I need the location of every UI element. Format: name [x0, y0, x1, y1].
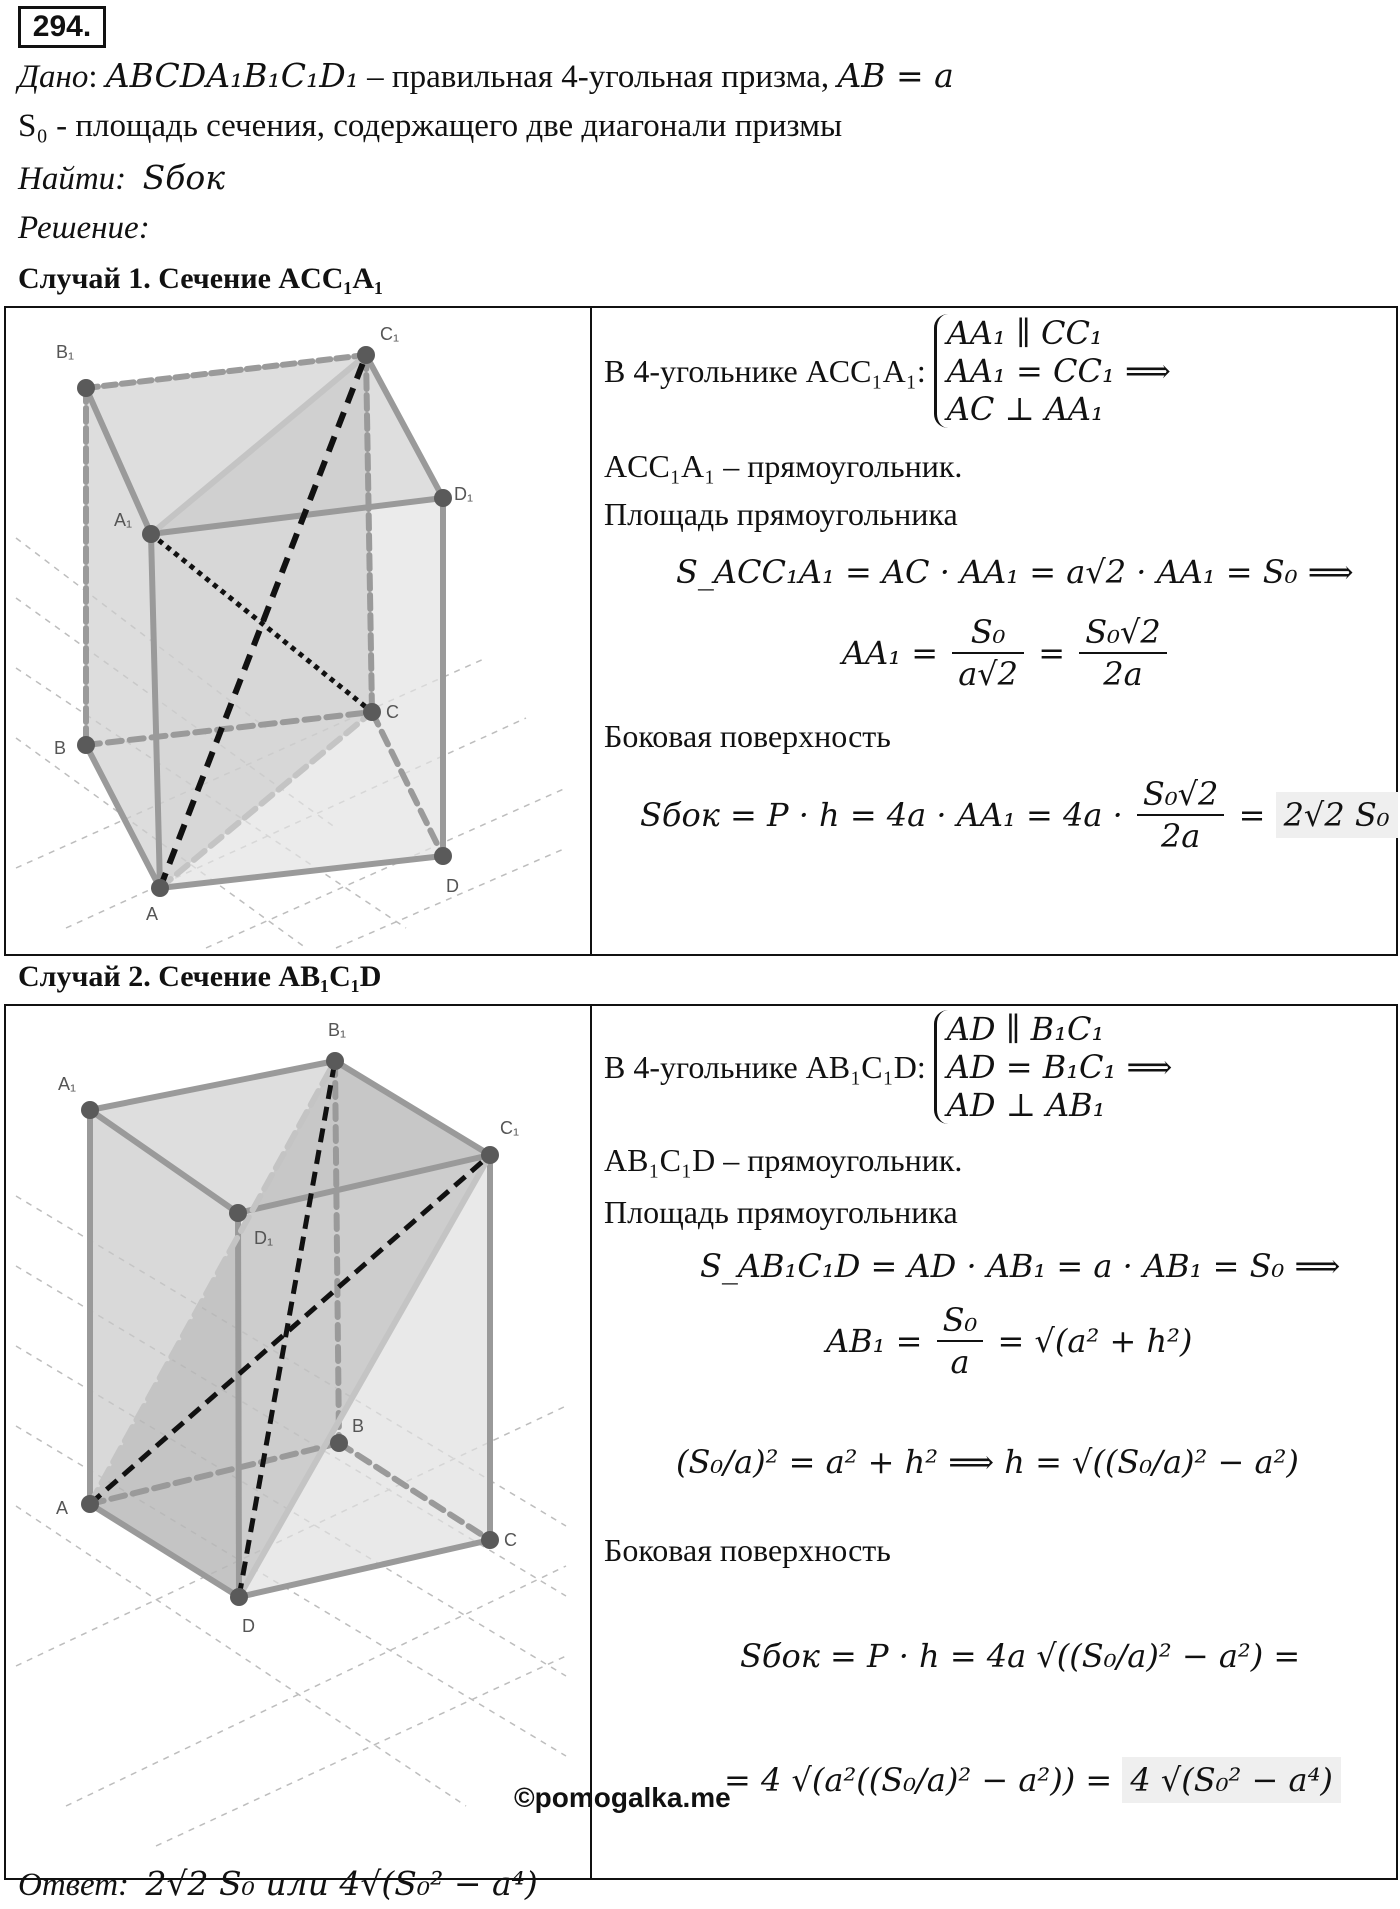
- frac-denominator: 2a: [1103, 655, 1143, 693]
- case2-lateral-line2: [724, 1760, 1341, 1800]
- frac-denominator: 2a: [1160, 817, 1201, 855]
- case1-label-c: C: [386, 702, 399, 722]
- case2-divider: [590, 1004, 592, 1878]
- case2-rect-line: AB₁C₁D – прямоугольник.: [604, 1142, 963, 1178]
- case2-lateral-line1: Sбок = P · h = 4a √((S₀/a)² − a²) =: [740, 1637, 1301, 1675]
- frac-denominator: a: [950, 1343, 970, 1381]
- case1-result: 2√2 S₀: [1276, 792, 1398, 838]
- case1-aa1-lhs: AA₁ =: [842, 634, 939, 672]
- given-prism: ABCDA₁B₁C₁D₁: [105, 56, 359, 95]
- case1-aa1-frac2: [1079, 612, 1167, 694]
- answer-label: Ответ:: [18, 1867, 130, 1903]
- case2-ab1-lhs: AB₁ =: [826, 1322, 923, 1360]
- case1-system: [934, 314, 1171, 428]
- case2-label-b: B: [352, 1416, 365, 1436]
- case1-aa1-eq: [842, 612, 1171, 694]
- case2-system-row: AD ⊥ AB₁: [946, 1086, 1106, 1124]
- case1-label-b: B: [54, 738, 67, 758]
- case1-area-eq: S_ACC₁A₁ = AC · AA₁ = a√2 · AA₁ = S₀ ⟹: [676, 553, 1354, 591]
- s0-line: S₀ - площадь сечения, содержащего две диагонали призмы: [18, 108, 843, 144]
- case1-aa1-frac1: [952, 612, 1024, 694]
- case1-quad-line: [604, 314, 1171, 428]
- frac-numerator: S₀: [952, 612, 1024, 654]
- answer-value: 2√2 S₀ или 4√(S₀² − a⁴): [145, 1864, 538, 1903]
- case1-system-row: AA₁ ∥ CC₁: [946, 314, 1103, 352]
- case2-label-c1: C₁: [500, 1118, 520, 1138]
- case1-system-row: AC ⊥ AA₁: [946, 390, 1104, 428]
- case2-lateral-label: Боковая поверхность: [604, 1532, 891, 1568]
- case1-area-label: Площадь прямоугольника: [604, 496, 958, 532]
- case2-figure: [6, 1006, 588, 1872]
- watermark: ©pomogalka.me: [514, 1782, 731, 1813]
- case1-quad-prefix: В 4-угольнике ACC₁A₁:: [604, 353, 926, 389]
- case2-title: Случай 2. Сечение AB₁C₁D: [18, 960, 382, 993]
- case2-ab1-rhs: = √(a² + h²): [997, 1322, 1193, 1360]
- equals-sign: =: [1238, 796, 1266, 834]
- case1-system-row: AA₁ = CC₁ ⟹: [946, 352, 1171, 390]
- case2-label-a: A: [56, 1498, 69, 1518]
- case1-lateral-lhs: Sбок = P · h = 4a · AA₁ = 4a ·: [640, 796, 1123, 834]
- case1-label-b1: B₁: [56, 342, 75, 362]
- frac-numerator: S₀√2: [1079, 612, 1167, 654]
- case2-lateral-line2-text: = 4 √(a²((S₀/a)² − a²)) =: [724, 1761, 1113, 1799]
- case2-ab1-frac: [937, 1300, 984, 1382]
- case1-label-a: A: [146, 904, 159, 924]
- case2-label-d1: D₁: [254, 1228, 274, 1248]
- case2-quad-line: [604, 1010, 1172, 1124]
- frac-numerator: S₀√2: [1137, 774, 1225, 816]
- case2-system: [934, 1010, 1173, 1124]
- case2-h-eq: (S₀/a)² = a² + h² ⟹ h = √((S₀/a)² − a²): [676, 1443, 1299, 1481]
- equals-sign: =: [1038, 634, 1066, 672]
- case1-rect-line: ACC₁A₁ – прямоугольник.: [604, 448, 963, 484]
- case2-ab1-eq: [826, 1300, 1192, 1382]
- solution-label: Решение:: [18, 210, 150, 246]
- given-line: Дано: ABCDA₁B₁C₁D₁ – правильная 4-угольная призма, AB = a: [18, 56, 954, 95]
- case2-area-eq: S_AB₁C₁D = AD · AB₁ = a · AB₁ = S₀ ⟹: [700, 1247, 1341, 1285]
- frac-numerator: S₀: [937, 1300, 984, 1342]
- find-line: [18, 158, 225, 199]
- find-value: Sбок: [142, 158, 225, 197]
- case1-label-d: D: [446, 876, 459, 896]
- case1-lateral-eq: [640, 774, 1398, 856]
- find-label: Найти:: [18, 161, 127, 197]
- case1-label-c1: C₁: [380, 324, 400, 344]
- case1-lateral-label: Боковая поверхность: [604, 718, 891, 754]
- case2-quad-prefix: В 4-угольнике AB₁C₁D:: [604, 1049, 926, 1085]
- case2-system-row: AD ∥ B₁C₁: [946, 1010, 1105, 1048]
- case2-label-d: D: [242, 1616, 255, 1636]
- case2-label-c: C: [504, 1530, 517, 1550]
- given-text: – правильная 4-угольная призма,: [358, 59, 838, 95]
- frac-denominator: a√2: [958, 655, 1019, 693]
- case2-label-b1: B₁: [328, 1020, 347, 1040]
- case1-lateral-frac: [1137, 774, 1225, 856]
- problem-number: 294.: [18, 6, 106, 48]
- case1-divider: [590, 306, 592, 954]
- answer-line: [18, 1864, 538, 1905]
- case1-label-d1: D₁: [454, 484, 474, 504]
- case1-label-a1: A₁: [114, 510, 133, 530]
- case1-title: Случай 1. Сечение ACC₁A₁: [18, 262, 384, 295]
- given-ab: AB = a: [837, 56, 954, 95]
- case2-label-a1: A₁: [58, 1074, 77, 1094]
- case1-figure: [6, 308, 588, 950]
- given-label: Дано: [18, 59, 89, 95]
- case2-area-label: Площадь прямоугольника: [604, 1194, 958, 1230]
- case2-result: 4 √(S₀² − a⁴): [1122, 1757, 1341, 1803]
- case2-system-row: AD = B₁C₁ ⟹: [946, 1048, 1173, 1086]
